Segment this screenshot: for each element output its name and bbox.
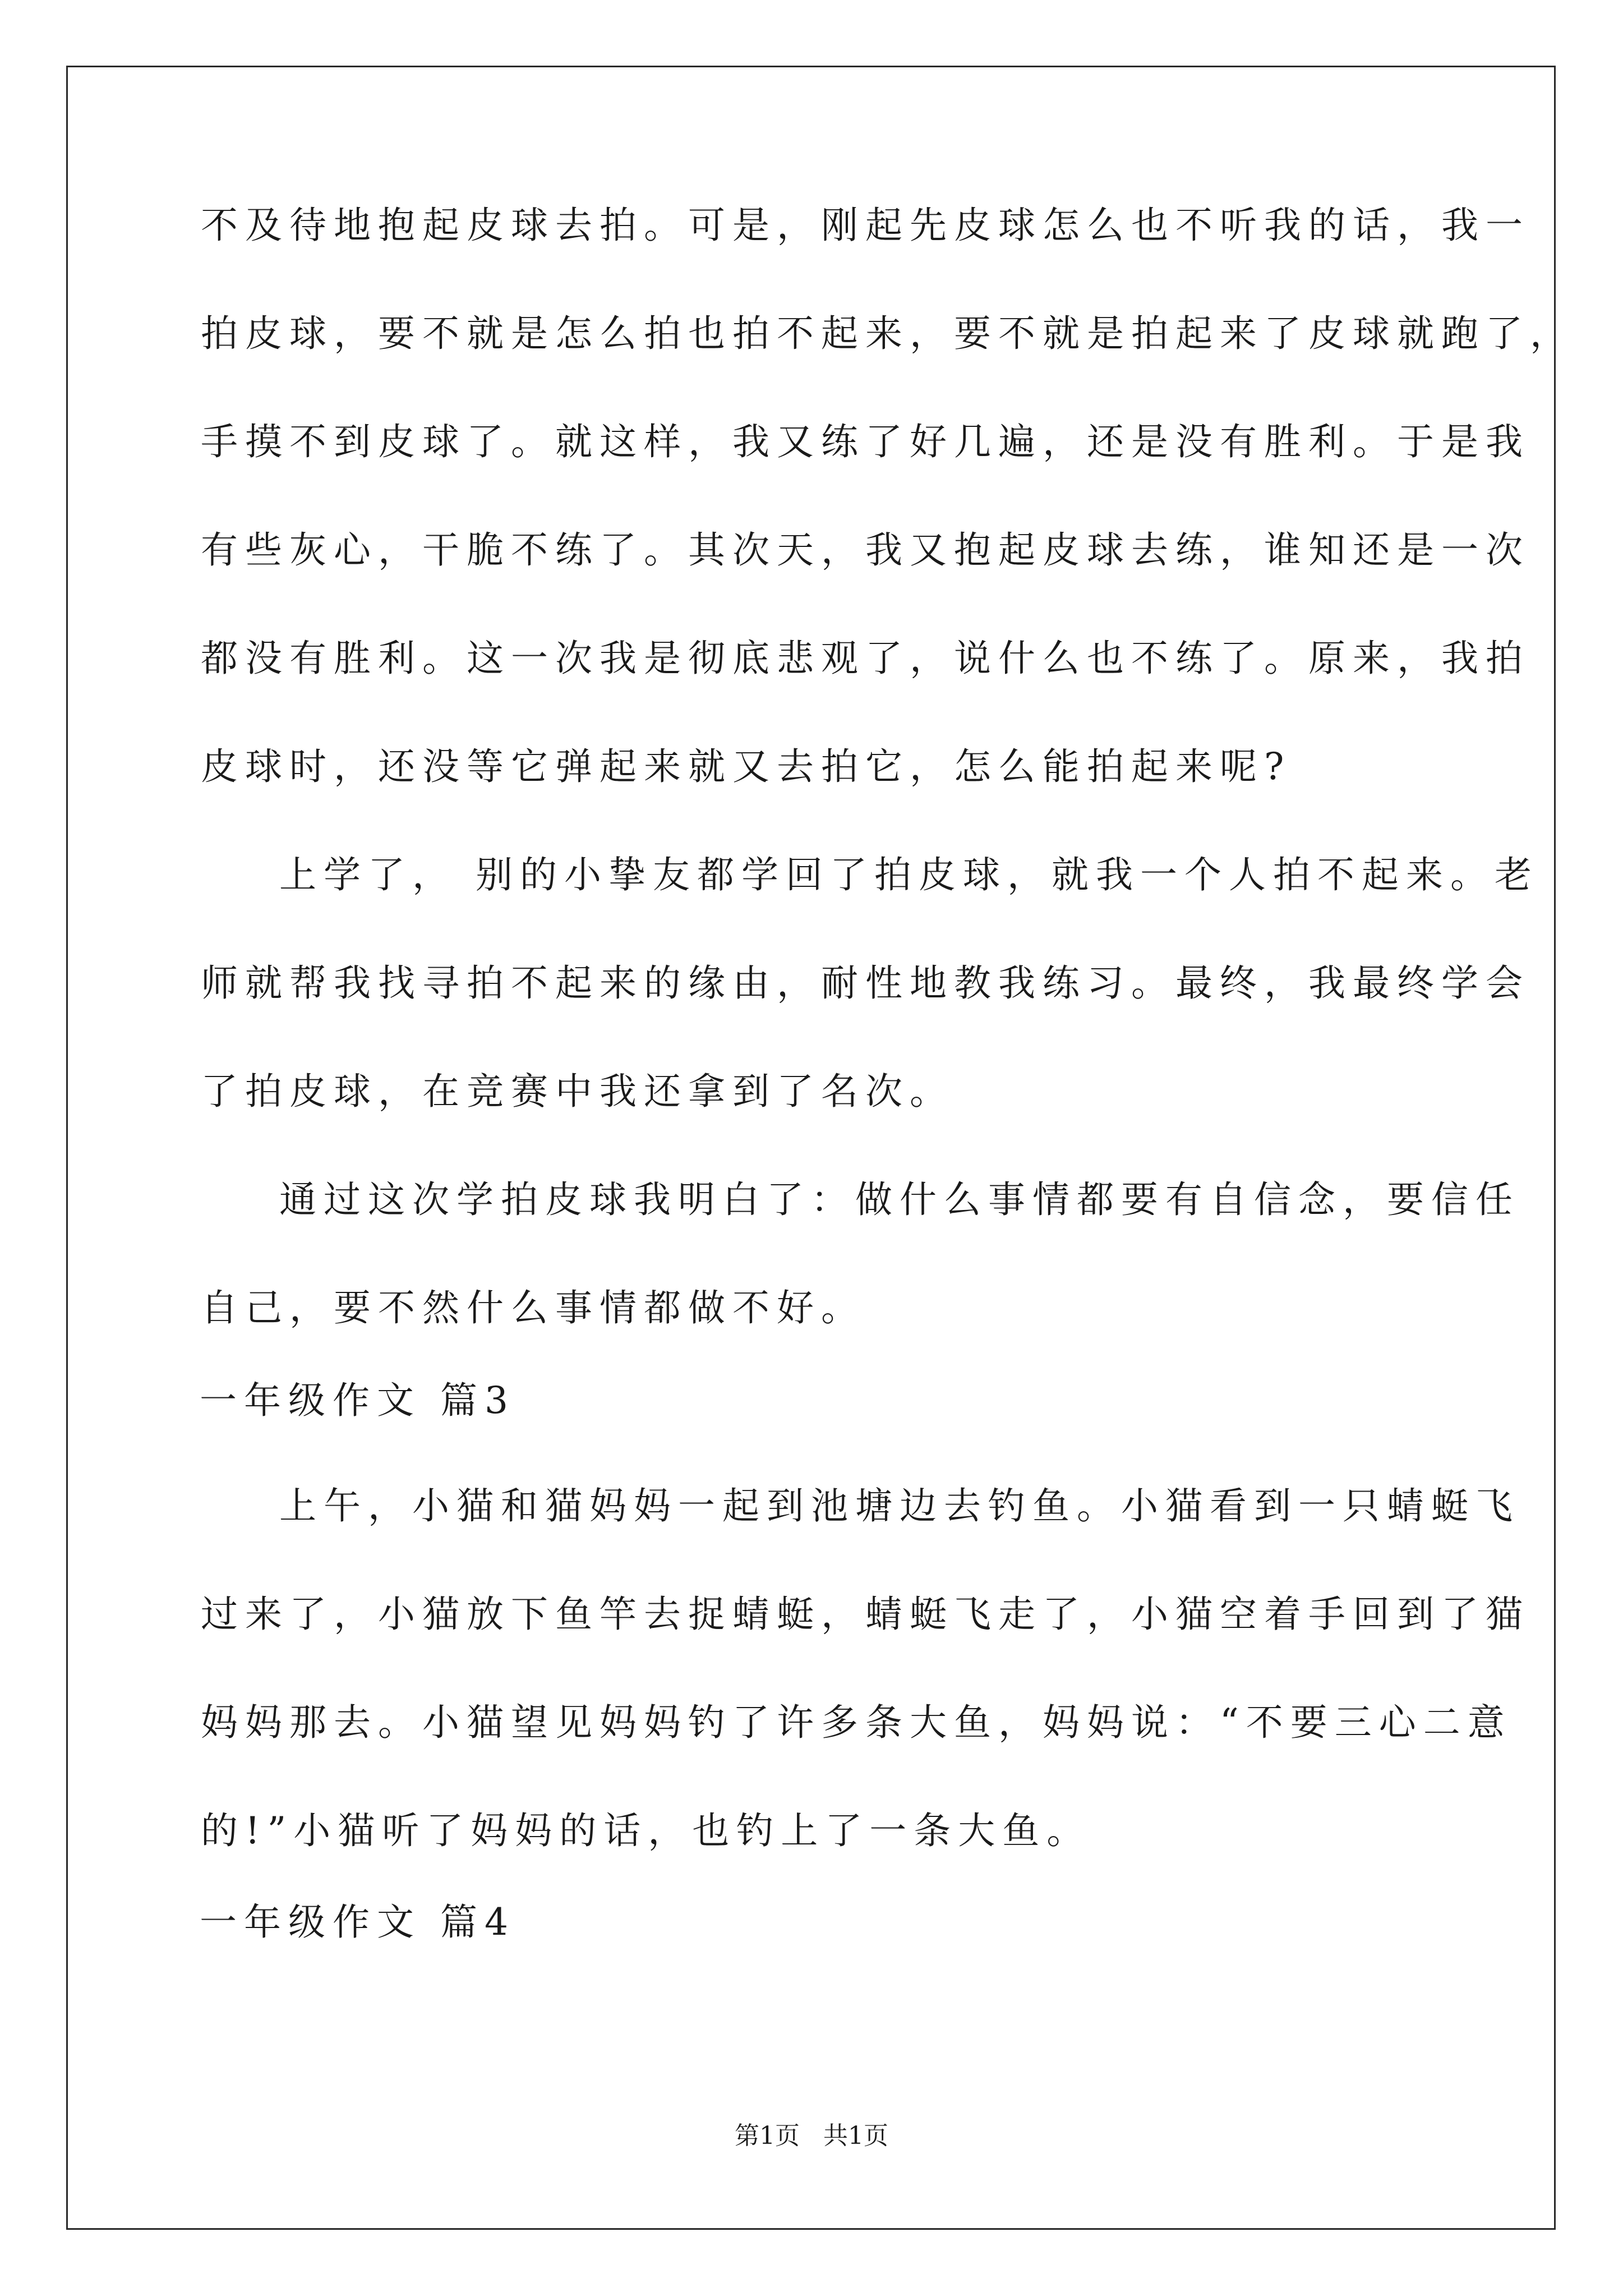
paragraph-line: 自己，要不然什么事情都做不好。 [201,1286,865,1329]
paragraph-line: 通过这次学拍皮球我明白了：做什么事情都要有自信念，要信任 [279,1178,1520,1221]
paragraph-line: 手摸不到皮球了。就这样，我又练了好几遍，还是没有胜利。于是我 [201,420,1530,463]
paragraph-line: 的!”小猫听了妈妈的话，也钓上了一条大鱼。 [201,1809,1091,1852]
paragraph-line: 不及待地抱起皮球去拍。可是，刚起先皮球怎么也不听我的话，我一 [201,204,1530,247]
paragraph-line: 师就帮我找寻拍不起来的缘由，耐性地教我练习。最终，我最终学会 [201,961,1530,1005]
paragraph-line: 过来了，小猫放下鱼竿去捉蜻蜓，蜻蜓飞走了，小猫空着手回到了猫 [201,1593,1530,1636]
paragraph-line: 都没有胜利。这一次我是彻底悲观了，说什么也不练了。原来，我拍 [201,637,1530,680]
paragraph-line: 皮球时，还没等它弹起来就又去拍它，怎么能拍起来呢? [201,745,1292,788]
paragraph-line: 拍皮球，要不就是怎么拍也拍不起来，要不就是拍起来了皮球就跑了， [201,312,1574,355]
paragraph-line: 上学了， 别的小挚友都学回了拍皮球，就我一个人拍不起来。老 [279,853,1539,896]
section-heading: 一年级作文 篇3 [200,1379,515,1422]
page-footer: 第1页 共1页 [735,2122,888,2150]
paragraph-line: 了拍皮球，在竞赛中我还拿到了名次。 [201,1070,954,1113]
paragraph-line: 上午，小猫和猫妈妈一起到池塘边去钓鱼。小猫看到一只蜻蜓飞 [279,1484,1520,1527]
paragraph-line: 有些灰心，干脆不练了。其次天，我又抱起皮球去练，谁知还是一次 [201,528,1530,572]
section-heading: 一年级作文 篇4 [200,1901,515,1944]
paragraph-line: 妈妈那去。小猫望见妈妈钓了许多条大鱼，妈妈说：“不要三心二意 [201,1701,1512,1744]
